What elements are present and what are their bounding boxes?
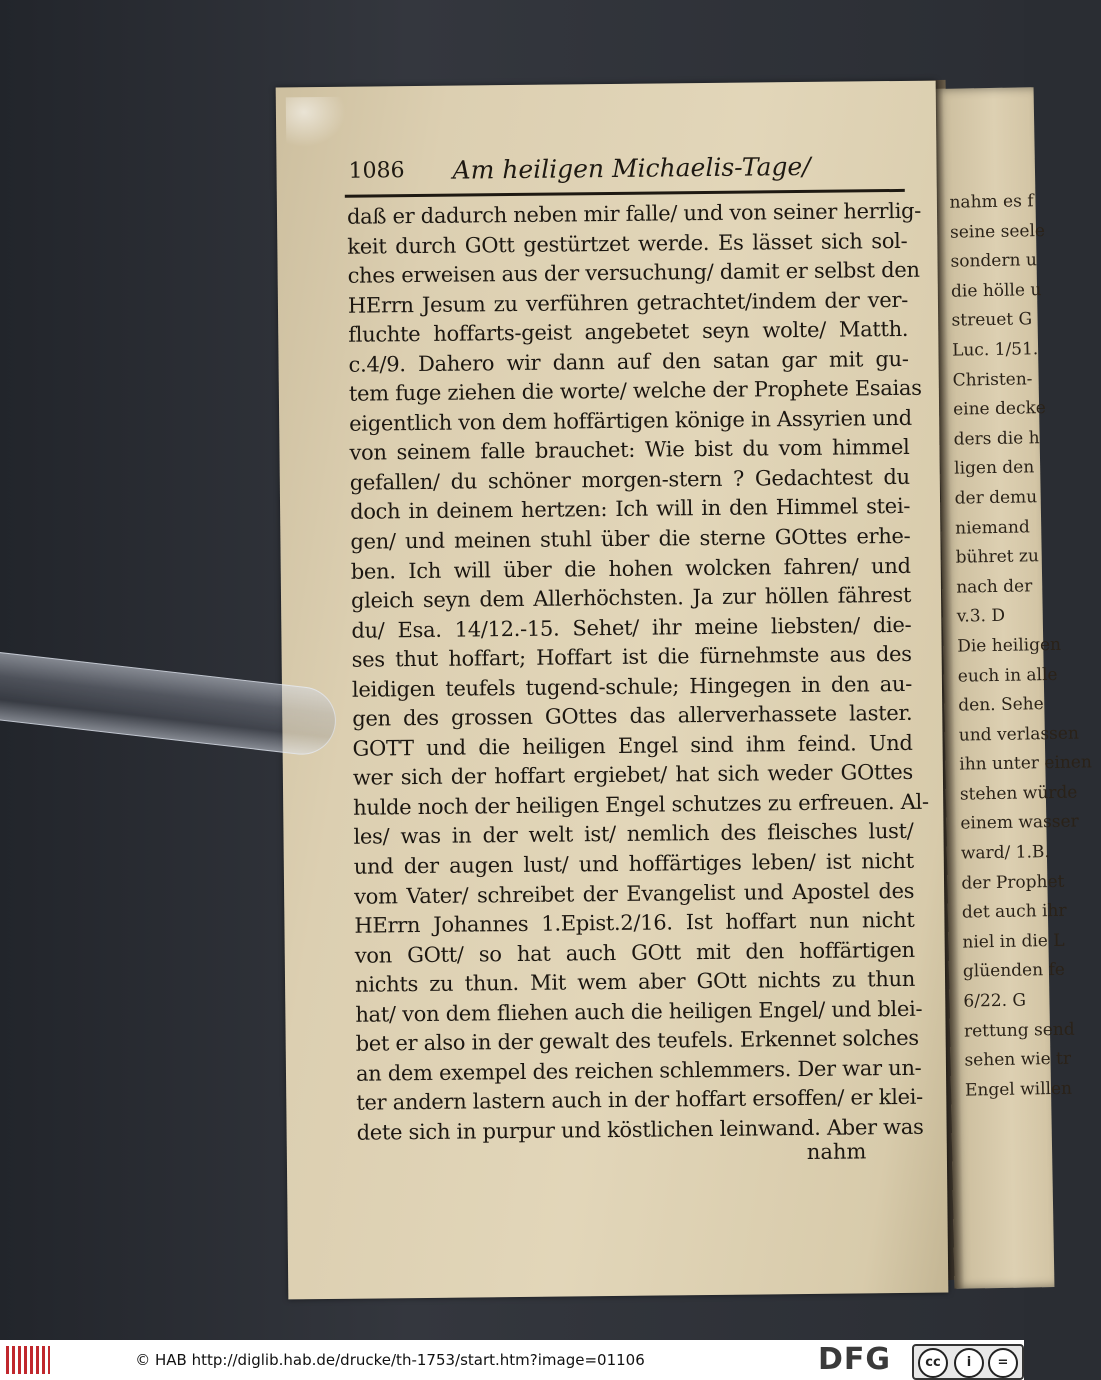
text-line: hat/ von dem fliehen auch die heiligen Engel/ und blei- xyxy=(355,996,923,1027)
text-line: GOTT und die heiligen Engel sind ihm feind. Und xyxy=(352,730,913,761)
facing-text-line: den. Sehe xyxy=(958,694,1044,716)
text-line: eigentlich von dem hoffärtigen könige in Assyrien und xyxy=(349,405,912,436)
text-line: hulde noch der heiligen Engel schutzes zu erfreuen. Al- xyxy=(353,789,929,820)
facing-text-line: nahm es f xyxy=(949,191,1034,213)
facing-page xyxy=(934,87,1093,1289)
facing-text-line: und verlassen xyxy=(958,723,1079,746)
facing-text-line: ligen den xyxy=(953,457,1035,480)
text-line: du/ Esa. 14/12.-15. Sehet/ ihr meine liebsten/ die- xyxy=(351,612,912,643)
text-line: dete sich in purpur und köstlichen leinwand. Aber was xyxy=(356,1114,924,1145)
by-icon: i xyxy=(954,1348,984,1378)
text-line: fluchte hoffarts-geist angebetet seyn wolte/ Matth. xyxy=(348,317,909,347)
facing-text-line: ward/ 1.B. xyxy=(960,842,1051,864)
text-line: HErrn Johannes 1.Epist.2/16. Ist hoffart nun nicht xyxy=(354,907,915,938)
page-number: 1086 xyxy=(348,158,405,184)
facing-text-line: niel in die L xyxy=(962,930,1065,953)
facing-text-line: Luc. 1/51. xyxy=(951,339,1039,361)
facing-text-line: Die heiligen xyxy=(957,634,1062,657)
text-line: vom Vater/ schreibet der Evangelist und Apostel des xyxy=(354,878,915,909)
facing-text-line: det auch ihr xyxy=(961,901,1067,923)
facing-text-line: ders die h xyxy=(953,427,1040,450)
cc-icon: cc xyxy=(918,1348,948,1378)
facing-text-line: euch in alle xyxy=(957,664,1058,687)
text-line: nichts zu thun. Mit wem aber GOtt nichts zu thun xyxy=(354,967,916,997)
page-corner-wear xyxy=(286,97,347,148)
facing-text-line: Engel willen xyxy=(964,1078,1073,1101)
facing-page-text xyxy=(949,187,1093,1106)
page-header xyxy=(348,153,908,193)
facing-text-line: sehen wie tr xyxy=(964,1048,1072,1071)
facing-text-line: streuet G xyxy=(951,309,1033,332)
text-line: und der augen lust/ und hoffärtiges leben/ ist nicht xyxy=(353,848,914,879)
facing-text-line: niemand xyxy=(955,516,1030,539)
text-line: ben. Ich will über die hohen wolcken fahren/ und xyxy=(350,553,911,584)
text-line: gefallen/ du schöner morgen-stern ? Gedachtest du xyxy=(349,464,910,495)
text-line: wer sich der hoffart ergiebet/ hat sich weder GOttes xyxy=(352,760,914,791)
text-line: leidigen teufels tugend-schule; Hingegen in den au- xyxy=(351,671,913,702)
text-line: von GOtt/ so hat auch GOtt mit den hoffärtigen xyxy=(354,937,915,968)
facing-text-line: v.3. D xyxy=(956,606,1006,627)
text-line: les/ was in der welt ist/ nemlich des fleisches lust/ xyxy=(353,819,914,850)
text-line: gleich seyn dem Allerhöchsten. Ja zur höllen fährest xyxy=(350,582,912,613)
facing-text-line: der Prophet xyxy=(961,871,1065,894)
text-line: ter andern lastern auch in der hoffart ersoffen/ er klei- xyxy=(356,1085,924,1116)
footer-bar xyxy=(0,1340,1024,1380)
facing-text-line: die hölle u xyxy=(950,279,1042,302)
text-line: an dem exempel des reichen schlemmers. Der war un- xyxy=(355,1055,922,1086)
text-line: HErrn Jesum zu verführen getrachtet/indem der ver- xyxy=(347,287,909,318)
facing-text-line: ihn unter einen xyxy=(959,752,1093,775)
text-line: von seinem falle brauchet: Wie bist du vom himmel xyxy=(349,435,910,466)
text-line: tem fuge ziehen die worte/ welche der Prophete Esaias xyxy=(348,376,922,407)
facing-text-line: 6/22. G xyxy=(963,990,1027,1012)
dfg-logo: DFG xyxy=(818,1342,892,1377)
facing-text-line: glüenden fe xyxy=(962,960,1066,983)
facing-text-line: der demu xyxy=(954,487,1038,509)
copyright-link[interactable]: © HAB http://diglib.hab.de/drucke/th-1753/start.htm?image=01106 xyxy=(135,1351,645,1369)
facing-text-line: eine decke xyxy=(952,398,1047,420)
facing-text-line: seine seele xyxy=(949,220,1046,243)
text-line: c.4/9. Dahero wir dann auf den satan gar mit gu- xyxy=(348,346,909,377)
facing-text-line: nach der xyxy=(956,576,1033,598)
text-line: bet er also in der gewalt des teufels. Erkennet solches xyxy=(355,1026,919,1057)
text-line: daß er dadurch neben mir falle/ und von seiner herrlig- xyxy=(346,198,922,229)
text-line: keit durch GOtt gestürtzet werde. Es lässet sich sol- xyxy=(347,228,908,259)
text-line: gen des grossen GOttes das allerverhassete laster. xyxy=(352,701,913,732)
text-line: ches erweisen aus der versuchung/ damit er selbst den xyxy=(347,257,920,288)
book-page xyxy=(276,81,949,1300)
facing-text-line: sondern u xyxy=(950,250,1037,272)
facing-text-line: rettung send xyxy=(963,1019,1075,1042)
text-line: doch in deinem hertzen: Ich will in den Himmel stei- xyxy=(349,494,911,525)
catchword: nahm xyxy=(806,1139,867,1164)
facing-text-line: bühret zu xyxy=(955,546,1039,568)
text-line: gen/ und meinen stuhl über die sterne GOttes erhe- xyxy=(350,523,911,554)
text-line: ses thut hoffart; Hoffart ist die fürnehmste aus des xyxy=(351,642,912,672)
facing-text-line: Christen- xyxy=(952,368,1033,391)
running-title: Am heiligen Michaelis-Tage/ xyxy=(452,151,811,185)
body-text xyxy=(346,197,929,1148)
cc-by-sa-badge[interactable] xyxy=(912,1344,1024,1380)
sa-icon: = xyxy=(988,1348,1018,1378)
facing-text-line: stehen würde xyxy=(959,782,1078,805)
facing-text-line: einem wasser xyxy=(960,812,1079,835)
